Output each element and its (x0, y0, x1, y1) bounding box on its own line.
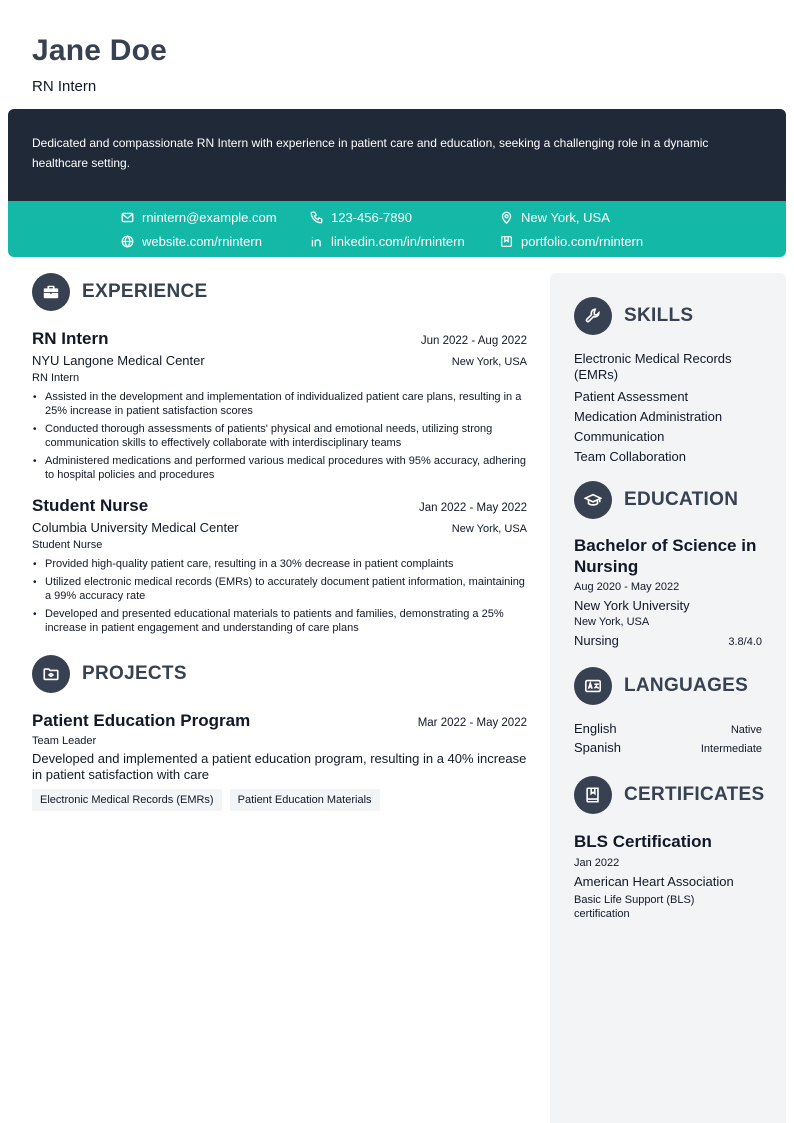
organization-name: Columbia University Medical Center (32, 520, 239, 535)
contact-location-text: New York, USA (521, 210, 610, 225)
education-dates: Aug 2020 - May 2022 (574, 581, 680, 593)
certificates-title: CERTIFICATES (624, 784, 765, 805)
experience-title: EXPERIENCE (82, 281, 208, 302)
contact-portfolio[interactable] (500, 234, 643, 249)
certificate-name: BLS Certification (574, 832, 712, 851)
translate-icon (574, 667, 612, 705)
candidate-role: RN Intern (32, 78, 97, 95)
experience-section-header (32, 273, 527, 311)
language-name: Spanish (574, 740, 621, 755)
skill-item: Communication (574, 429, 665, 444)
achievement-item: • Developed and presented educational materials to patients and families, demonstrating a 25% increase in patient engagement and understanding of care plans (32, 607, 527, 635)
organization-location: New York, USA (451, 356, 527, 368)
contact-website[interactable] (121, 234, 262, 249)
contact-location (500, 210, 610, 225)
skills-title: SKILLS (624, 305, 694, 326)
certificates-section-header (574, 776, 765, 814)
contact-portfolio-text: portfolio.com/rnintern (521, 234, 644, 249)
education-gpa: 3.8/4.0 (728, 636, 762, 648)
language-item (574, 721, 762, 736)
organization-name: NYU Langone Medical Center (32, 353, 205, 368)
skill-item: Medication Administration (574, 409, 723, 424)
education-entry (574, 535, 762, 648)
achievement-item: • Utilized electronic medical records (EMRs) to accurately document patient information, maintaining a 99% accuracy rate (32, 575, 527, 603)
language-item (574, 740, 762, 755)
contact-bar (8, 201, 786, 257)
contact-email[interactable] (121, 210, 277, 225)
project-description: Developed and implemented a patient education program, resulting in a 40% increase in patient satisfaction with care (32, 751, 527, 782)
school-name: New York University (574, 598, 690, 613)
contact-linkedin[interactable] (310, 234, 465, 249)
languages-list (574, 721, 762, 755)
main-column (32, 273, 527, 811)
linkedin-icon (310, 235, 323, 248)
achievement-list (32, 557, 527, 635)
wrench-icon (574, 297, 612, 335)
projects-section-header (32, 655, 527, 693)
language-name: English (574, 721, 617, 736)
project-entry (32, 711, 527, 811)
certificate-issuer: American Heart Association (574, 874, 734, 889)
certificate-entry (574, 832, 762, 921)
achievement-item: • Administered medications and performed various medical procedures with 95% accuracy, adhering to hospital policies and procedures (32, 454, 527, 482)
experience-entry (32, 496, 527, 635)
experience-entry (32, 329, 527, 482)
summary-box (8, 109, 786, 201)
sidebar-panel (550, 273, 786, 1123)
phone-icon (310, 211, 323, 224)
languages-section-header (574, 667, 762, 705)
project-dates: Mar 2022 - May 2022 (417, 717, 527, 729)
education-title: EDUCATION (624, 489, 739, 510)
certificate-description: Basic Life Support (BLS) certification (574, 894, 695, 920)
portfolio-icon (500, 235, 513, 248)
candidate-name: Jane Doe (32, 34, 167, 67)
project-name: Patient Education Program (32, 711, 251, 730)
position-subtitle: Student Nurse (32, 539, 103, 551)
languages-title: LANGUAGES (624, 675, 749, 696)
summary-text: Dedicated and compassionate RN Intern with experience in patient care and education, seeking a challenging role in a dynamic healthcare setting. (32, 136, 709, 170)
degree-name: Bachelor of Science in Nursing (574, 536, 757, 576)
language-level: Intermediate (700, 743, 762, 755)
folder-icon (32, 655, 70, 693)
projects-title: PROJECTS (82, 663, 187, 684)
position-title: RN Intern (32, 329, 109, 348)
skill-item: Team Collaboration (574, 449, 687, 464)
achievement-item: • Provided high-quality patient care, resulting in a 30% decrease in patient complaints (32, 557, 527, 571)
organization-location: New York, USA (451, 523, 527, 535)
graduation-cap-icon (574, 481, 612, 519)
briefcase-icon (32, 273, 70, 311)
skills-section-header (574, 297, 762, 335)
project-tag: Electronic Medical Records (EMRs) (32, 789, 222, 811)
resume-header (32, 34, 167, 95)
certificate-date: Jan 2022 (574, 857, 620, 869)
globe-icon (121, 235, 134, 248)
achievement-item: • Conducted thorough assessments of patients' physical and emotional needs, utilizing strong communication skills to effectively collaborate with interdisciplinary teams (32, 422, 527, 450)
project-tags (32, 789, 527, 811)
skill-item: Patient Assessment (574, 389, 689, 404)
position-title: Student Nurse (32, 496, 149, 515)
skills-list (574, 351, 762, 467)
location-pin-icon (500, 211, 513, 224)
project-role: Team Leader (32, 735, 97, 747)
achievement-list (32, 390, 527, 482)
education-field: Nursing (574, 633, 619, 648)
education-section-header (574, 481, 762, 519)
contact-phone-text: 123-456-7890 (331, 210, 412, 225)
certificate-book-icon (574, 776, 612, 814)
language-level: Native (730, 724, 762, 736)
contact-email-text: rnintern@example.com (142, 210, 277, 225)
achievement-item: • Assisted in the development and implementation of individualized patient care plans, resulting in a 25% increase in patient satisfaction scores (32, 390, 527, 418)
project-tag: Patient Education Materials (230, 789, 380, 811)
mail-icon (121, 211, 134, 224)
contact-linkedin-text: linkedin.com/in/rnintern (331, 234, 465, 249)
school-location: New York, USA (574, 616, 650, 628)
contact-phone[interactable] (310, 210, 412, 225)
position-dates: Jan 2022 - May 2022 (418, 502, 527, 514)
position-subtitle: RN Intern (32, 372, 80, 384)
skill-item: Electronic Medical Records (EMRs) (574, 351, 732, 382)
contact-website-text: website.com/rnintern (142, 234, 262, 249)
position-dates: Jun 2022 - Aug 2022 (420, 335, 527, 347)
